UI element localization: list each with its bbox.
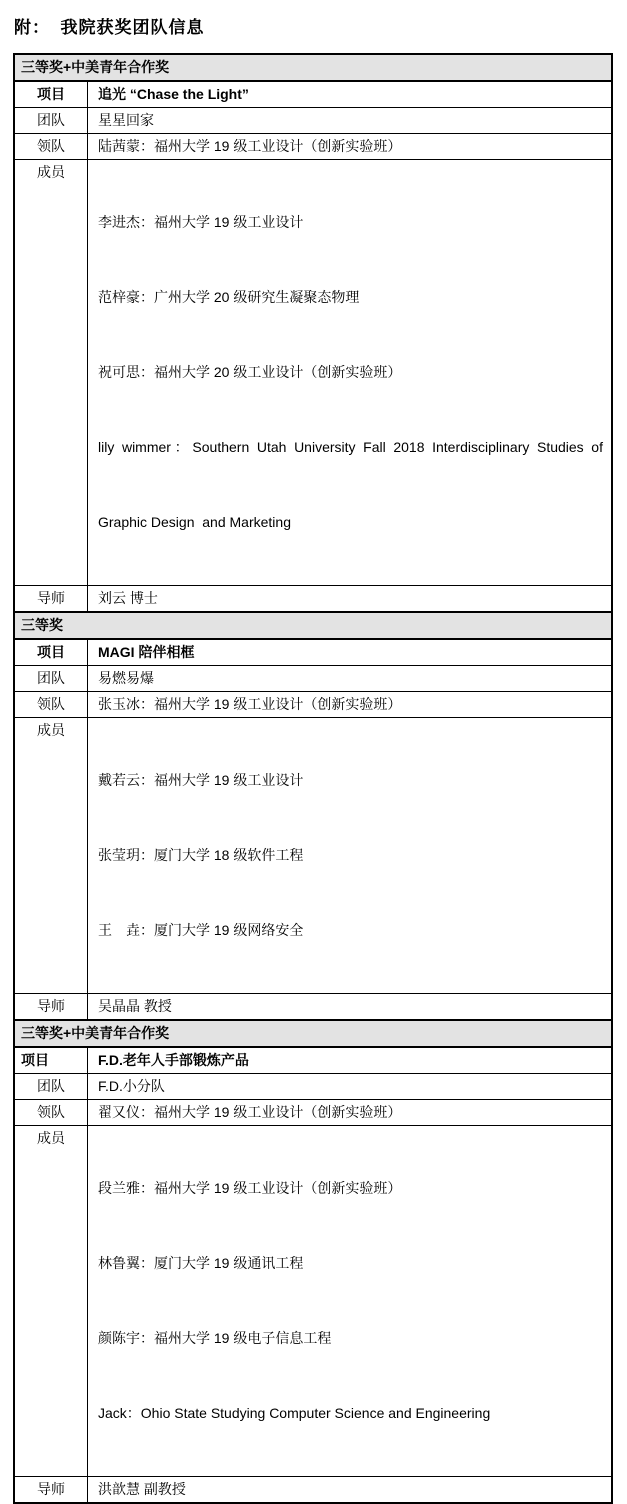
award-section-header xyxy=(15,611,611,638)
member-item: 张莹玥：厦门大学 18 级软件工程 xyxy=(98,847,304,863)
award-title: 三等奖+中美青年合作奖 xyxy=(21,1025,170,1041)
leader-info: 张玉冰：福州大学 19 级工业设计（创新实验班） xyxy=(98,696,402,712)
row-label-project: 项目 xyxy=(15,82,88,107)
member-item: Graphic Design and Marketing xyxy=(98,514,291,530)
project-name: MAGI 陪伴相框 xyxy=(98,644,195,660)
member-item: 颜陈宇：福州大学 19 级电子信息工程 xyxy=(98,1330,332,1346)
row-label-team: 团队 xyxy=(15,108,88,133)
row-label-mentor: 导师 xyxy=(15,994,88,1019)
team-name: 易燃易爆 xyxy=(98,670,154,686)
row-label-members: 成员 xyxy=(15,718,88,993)
mentor-row xyxy=(15,585,611,611)
member-item: Jack：Ohio State Studying Computer Science and Engineering xyxy=(98,1405,491,1421)
member-item: lily wimmer：Southern Utah University Fall 2018 Interdisciplinary Studies of xyxy=(98,439,603,455)
members-row xyxy=(15,1125,611,1476)
row-label-members: 成员 xyxy=(15,160,88,585)
team-name: F.D.小分队 xyxy=(98,1078,165,1094)
row-label-mentor: 导师 xyxy=(15,1477,88,1502)
members-list xyxy=(88,160,611,585)
row-label-members: 成员 xyxy=(15,1126,88,1476)
row-label-team: 团队 xyxy=(15,666,88,691)
leader-row xyxy=(15,133,611,159)
row-label-mentor: 导师 xyxy=(15,586,88,611)
leader-row xyxy=(15,691,611,717)
members-row xyxy=(15,717,611,993)
mentor-info: 刘云 博士 xyxy=(98,590,158,606)
awards-table xyxy=(13,53,613,1504)
team-row xyxy=(15,1073,611,1099)
team-name: 星星回家 xyxy=(98,112,154,128)
leader-row xyxy=(15,1099,611,1125)
row-label-leader: 领队 xyxy=(15,134,88,159)
member-item: 李进杰：福州大学 19 级工业设计 xyxy=(98,214,304,230)
award-section-header xyxy=(15,1019,611,1046)
members-list xyxy=(88,718,611,993)
project-row xyxy=(15,1046,611,1073)
member-item: 祝可思：福州大学 20 级工业设计（创新实验班） xyxy=(98,364,402,380)
member-item: 范梓豪：广州大学 20 级研究生凝聚态物理 xyxy=(98,289,360,305)
award-title: 三等奖+中美青年合作奖 xyxy=(21,59,170,75)
award-section-header xyxy=(15,55,611,80)
members-row xyxy=(15,159,611,585)
row-label-project: 项目 xyxy=(15,640,88,665)
project-name: 追光 “Chase the Light” xyxy=(98,86,249,102)
mentor-info: 洪歆慧 副教授 xyxy=(98,1481,186,1497)
leader-info: 陆茜蒙：福州大学 19 级工业设计（创新实验班） xyxy=(98,138,402,154)
mentor-info: 吴晶晶 教授 xyxy=(98,998,172,1014)
mentor-row xyxy=(15,1476,611,1502)
leader-info: 翟又仪：福州大学 19 级工业设计（创新实验班） xyxy=(98,1104,402,1120)
team-row xyxy=(15,107,611,133)
row-label-leader: 领队 xyxy=(15,692,88,717)
project-row xyxy=(15,80,611,107)
award-title: 三等奖 xyxy=(21,617,63,633)
project-name: F.D.老年人手部锻炼产品 xyxy=(98,1052,249,1068)
member-item: 王 垚：厦门大学 19 级网络安全 xyxy=(98,922,304,938)
mentor-row xyxy=(15,993,611,1019)
row-label-leader: 领队 xyxy=(15,1100,88,1125)
team-row xyxy=(15,665,611,691)
page-title: 附： 我院获奖团队信息 xyxy=(14,18,205,37)
project-row xyxy=(15,638,611,665)
member-item: 段兰雅：福州大学 19 级工业设计（创新实验班） xyxy=(98,1180,402,1196)
row-label-team: 团队 xyxy=(15,1074,88,1099)
members-list xyxy=(88,1126,611,1476)
member-item: 林鲁翼：厦门大学 19 级通讯工程 xyxy=(98,1255,304,1271)
member-item: 戴若云：福州大学 19 级工业设计 xyxy=(98,772,304,788)
row-label-project: 项目 xyxy=(15,1048,88,1073)
